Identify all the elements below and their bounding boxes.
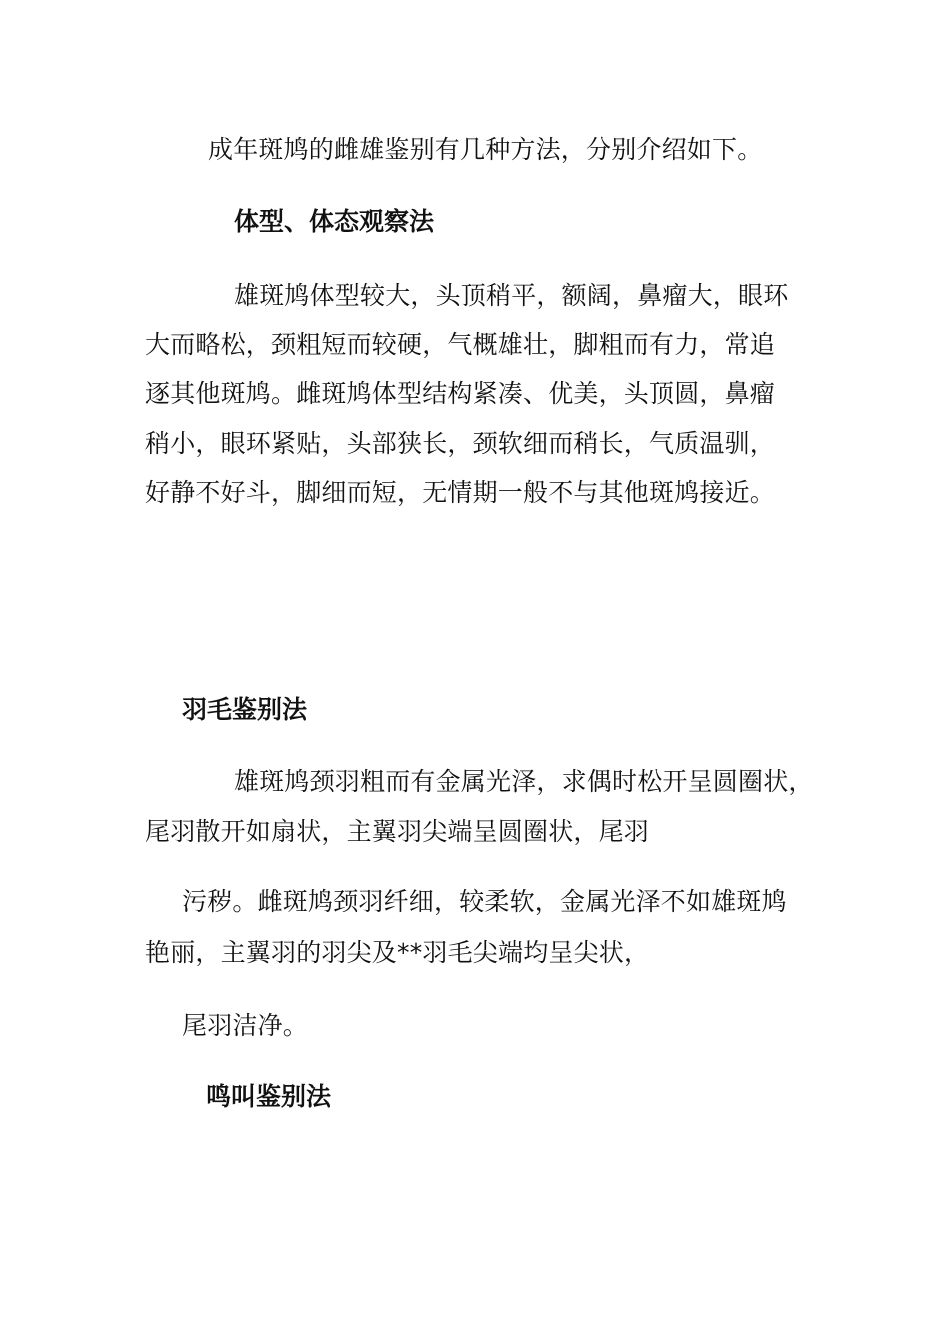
body-shape-line-1: 雄斑鸠体型较大，头顶稍平，额阔，鼻瘤大，眼环	[234, 281, 789, 310]
feather-line-3: 污秽。雌斑鸠颈羽纤细，较柔软，金属光泽不如雄斑鸠	[182, 887, 787, 916]
body-shape-line-4: 稍小，眼环紧贴，头部狭长，颈软细而稍长，气质温驯，	[145, 429, 776, 458]
body-shape-line-3: 逐其他斑鸠。雌斑鸠体型结构紧凑、优美，头顶圆，鼻瘤	[145, 379, 776, 408]
feather-line-5: 尾羽洁净。	[182, 1011, 309, 1040]
feather-line-1: 雄斑鸠颈羽粗而有金属光泽，求偶时松开呈圆圈状，	[234, 767, 814, 796]
section-heading-feather: 羽毛鉴别法	[182, 695, 308, 724]
intro-paragraph: 成年斑鸠的雌雄鉴别有几种方法，分别介绍如下。	[208, 135, 763, 164]
section-heading-body-shape: 体型、体态观察法	[234, 207, 435, 236]
feather-line-4: 艳丽，主翼羽的羽尖及**羽毛尖端均呈尖状，	[145, 938, 650, 967]
body-shape-line-5: 好静不好斗，脚细而短，无情期一般不与其他斑鸠接近。	[145, 478, 776, 507]
feather-line-2: 尾羽散开如扇状，主翼羽尖端呈圆圈状，尾羽	[145, 817, 650, 846]
body-shape-line-2: 大而略松，颈粗短而较硬，气概雄壮，脚粗而有力，常追	[145, 330, 776, 359]
section-heading-call: 鸣叫鉴别法	[206, 1082, 332, 1111]
